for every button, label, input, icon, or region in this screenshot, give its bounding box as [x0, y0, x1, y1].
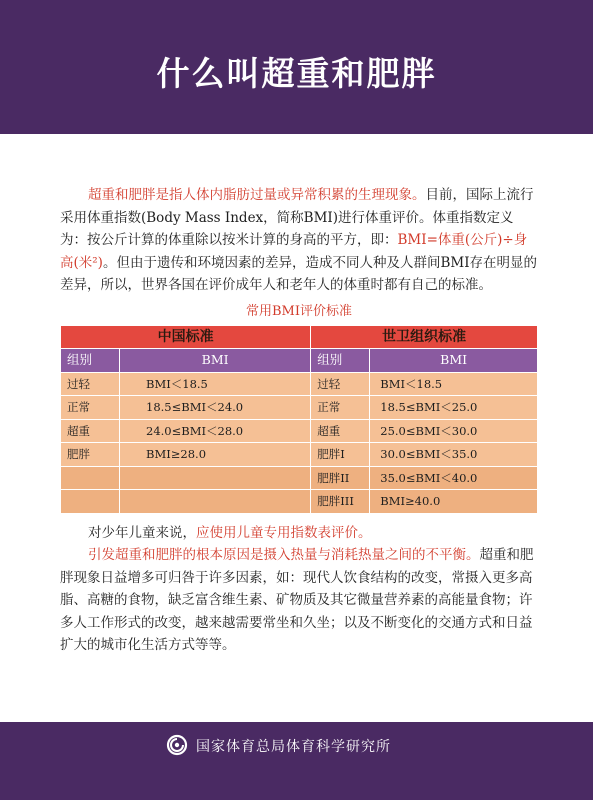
bmi-formula: BMI=体重(公斤)÷身高(米²) — [60, 232, 528, 271]
cn-group-cell: 过轻 — [61, 372, 120, 396]
who-group-cell: 超重 — [311, 419, 370, 443]
cn-bmi-cell: 18.5≤BMI＜24.0 — [120, 396, 311, 420]
footer-banner — [0, 722, 593, 800]
who-standard-header: 世卫组织标准 — [311, 325, 538, 349]
paragraph-children — [60, 522, 538, 545]
table-subheader-row — [61, 349, 538, 373]
cn-bmi-cell: 24.0≤BMI＜28.0 — [120, 419, 311, 443]
definition-highlight: 超重和肥胖是指人体内脂肪过量或异常积累的生理现象。 — [88, 187, 426, 203]
cn-group-cell: 正常 — [61, 396, 120, 420]
table-row — [61, 490, 538, 514]
article-content — [60, 184, 538, 657]
table-row — [61, 396, 538, 420]
china-standard-header: 中国标准 — [61, 325, 311, 349]
cn-bmi-cell: BMI＜18.5 — [120, 372, 311, 396]
table-row — [61, 372, 538, 396]
children-intro: 对少年儿童来说， — [88, 524, 196, 541]
who-group-cell: 肥胖I — [311, 443, 370, 467]
paragraph-causes — [60, 544, 538, 657]
children-highlight: 应使用儿童专用指数表评价。 — [196, 524, 372, 541]
institute-name: 国家体育总局体育科学研究所 — [196, 739, 391, 755]
bmi-table — [60, 325, 538, 514]
who-group-cell: 肥胖II — [311, 466, 370, 490]
cn-bmi-cell — [120, 490, 311, 514]
table-row — [61, 419, 538, 443]
who-bmi-cell: 30.0≤BMI＜35.0 — [370, 443, 538, 467]
who-group-cell: 正常 — [311, 396, 370, 420]
definition-body: 目前，国际上流行采用体重指数(Body Mass Index，简称BMI)进行体重评价。体重指数定义为：按公斤计算的体重除以按米计算的身高的平方，即： — [60, 187, 534, 248]
who-bmi-header: BMI — [370, 349, 538, 373]
causes-highlight: 引发超重和肥胖的根本原因是摄入热量与消耗热量之间的不平衡。 — [88, 547, 480, 563]
who-bmi-cell: 18.5≤BMI＜25.0 — [370, 396, 538, 420]
page-title: 什么叫超重和肥胖 — [156, 54, 437, 93]
who-group-cell: 过轻 — [311, 372, 370, 396]
cn-bmi-cell — [120, 466, 311, 490]
who-bmi-cell: BMI≥40.0 — [370, 490, 538, 514]
institute-logo-icon — [166, 734, 188, 756]
who-bmi-cell: 35.0≤BMI＜40.0 — [370, 466, 538, 490]
cn-bmi-header: BMI — [120, 349, 311, 373]
who-group-header: 组别 — [311, 349, 370, 373]
who-bmi-cell: BMI＜18.5 — [370, 372, 538, 396]
cn-group-cell — [61, 490, 120, 514]
definition-body-2: 。但由于遗传和环境因素的差异，造成不同人种及人群间BMI存在明显的差异，所以，世界各国在评价成年人和老年人的体重时都有自己的标准。 — [60, 254, 538, 293]
table-row — [61, 443, 538, 467]
table-row — [61, 466, 538, 490]
cn-bmi-cell: BMI≥28.0 — [120, 443, 311, 467]
who-group-cell: 肥胖III — [311, 490, 370, 514]
causes-body: 超重和肥胖现象日益增多可归咎于许多因素，如：现代人饮食结构的改变，常摄入更多高脂、高糖的食物，缺乏富含维生素、矿物质及其它微量营养素的高能量食物；许多人工作形式的改变，越来越需要常坐和久坐；以及不断变化的交通方式和日益扩大的城市化生活方式等等。 — [60, 547, 534, 653]
table-header-row — [61, 325, 538, 349]
who-bmi-cell: 25.0≤BMI＜30.0 — [370, 419, 538, 443]
paragraph-definition — [60, 184, 538, 297]
table-title: 常用BMI评价标准 — [246, 303, 352, 319]
cn-group-cell: 肥胖 — [61, 443, 120, 467]
cn-group-cell — [61, 466, 120, 490]
header-banner — [0, 0, 593, 134]
cn-group-header: 组别 — [61, 349, 120, 373]
cn-group-cell: 超重 — [61, 419, 120, 443]
